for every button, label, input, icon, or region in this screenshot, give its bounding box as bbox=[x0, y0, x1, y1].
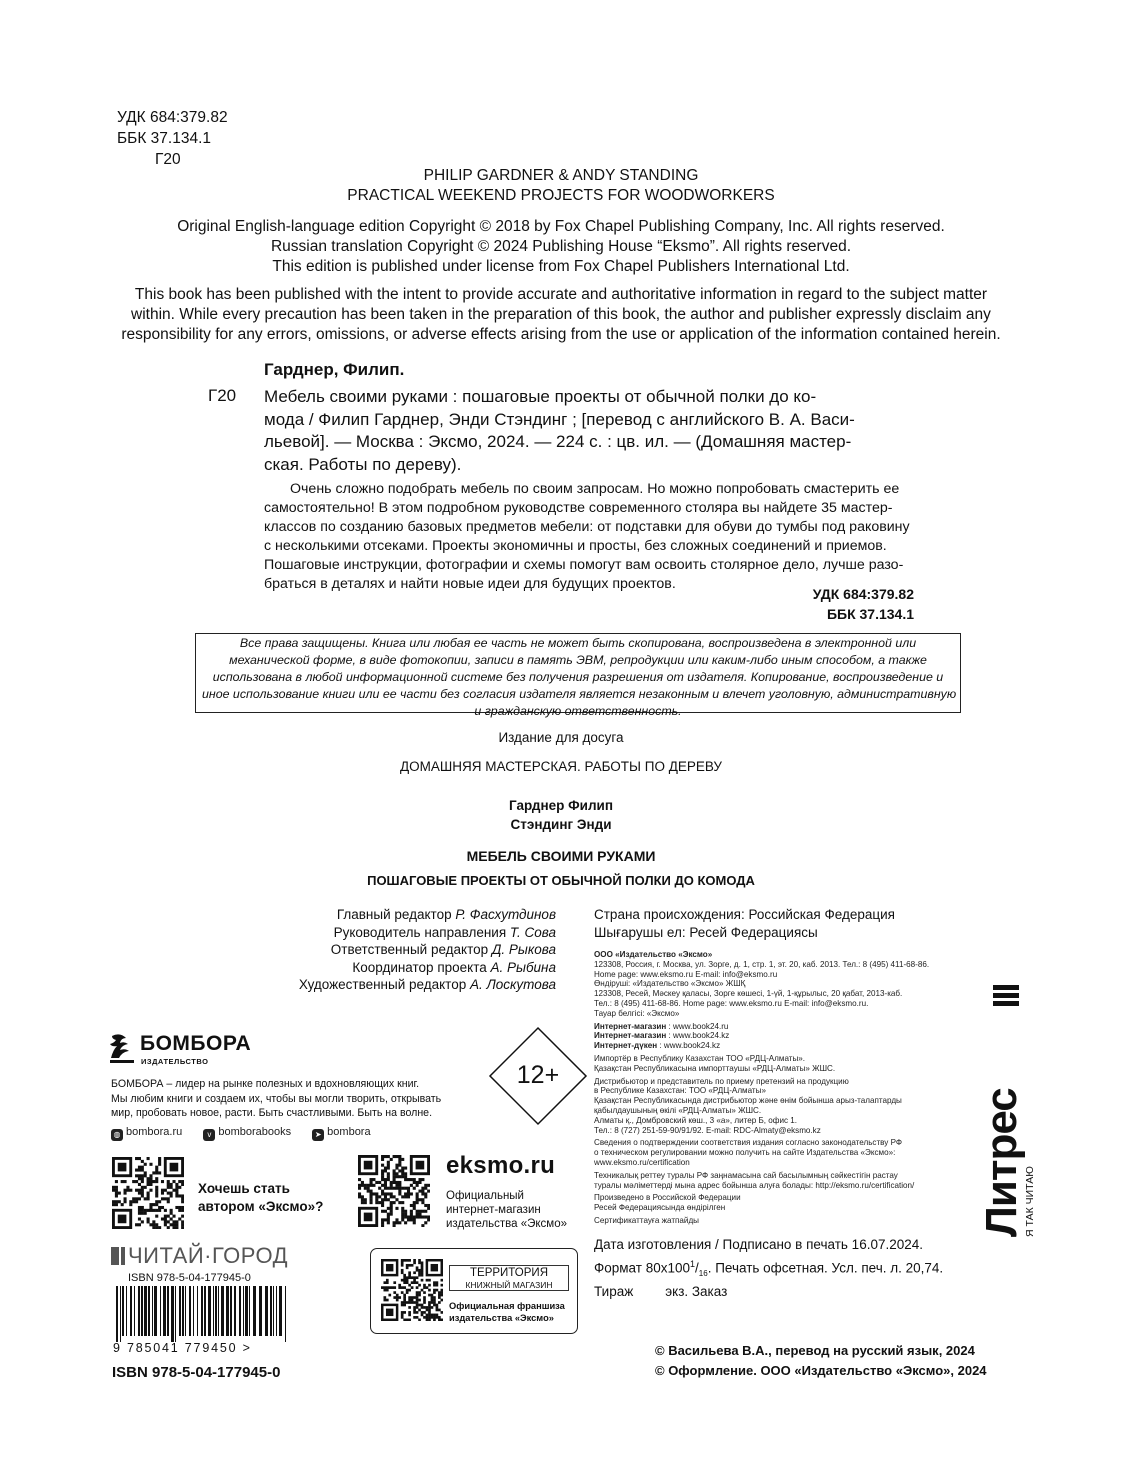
bombora-sub: ИЗДАТЕЛЬСТВО bbox=[141, 1057, 209, 1066]
copyright-line: This edition is published under license from Fox Chapel Publishers International Ltd. bbox=[272, 258, 850, 275]
udk-code: УДК 684:379.82 bbox=[117, 109, 228, 126]
author-prompt-line: автором «Эксмо»? bbox=[198, 1199, 324, 1214]
fine-print-line bbox=[594, 1064, 954, 1074]
eksmo-shop-line: издательства «Эксмо» bbox=[446, 1218, 568, 1230]
original-title-block bbox=[0, 166, 1122, 206]
rights-line: иное использование книги или ее части без согласия издателя является незаконным и влечет уголовную, административную bbox=[202, 687, 957, 701]
disclaimer bbox=[0, 285, 1122, 345]
rights-line: Все права защищены. Книга или любая ее часть не может быть скопирована, воспроизведена в электронной или bbox=[239, 636, 917, 650]
fine-print-bold: Интернет-магазин bbox=[594, 1031, 667, 1041]
author-name: Стэндинг Энди bbox=[510, 817, 612, 832]
litres-wordmark: Литрес bbox=[977, 1088, 1026, 1237]
territory-sub-line: издательства «Эксмо» bbox=[449, 1312, 554, 1323]
series-name: ДОМАШНЯЯ МАСТЕРСКАЯ. РАБОТЫ ПО ДЕРЕВУ bbox=[400, 759, 722, 774]
annotation-line: классов по созданию базовых предметов мебели: от подставки для обуви до тумбы под раковину bbox=[264, 519, 910, 535]
country-of-origin bbox=[594, 906, 895, 942]
chitai-gorod-logo bbox=[111, 1243, 288, 1269]
book-title: МЕБЕЛЬ СВОИМИ РУКАМИ bbox=[466, 848, 656, 864]
print-date: Дата изготовления / Подписано в печать 16.07.2024. bbox=[594, 1237, 923, 1252]
fine-print-text: Қазақстан Республикасында дистрибьютор және өнім бойынша арыз-талаптарды bbox=[594, 1096, 902, 1106]
bombora-line: БОМБОРА – лидер на рынке полезных и вдохновляющих книг. bbox=[111, 1078, 420, 1090]
biblio-record bbox=[264, 386, 944, 476]
annotation-codes bbox=[700, 584, 914, 624]
fine-print-line bbox=[594, 1138, 954, 1148]
fine-print-line bbox=[594, 989, 954, 999]
original-title: PRACTICAL WEEKEND PROJECTS FOR WOODWORKERS bbox=[347, 187, 775, 204]
social-vk[interactable] bbox=[203, 1126, 291, 1138]
territory-sub-line: Официальная франшиза bbox=[449, 1301, 565, 1311]
fine-print-line bbox=[594, 1054, 954, 1064]
author-prompt-line: Хочешь стать bbox=[198, 1181, 290, 1196]
fine-print-line bbox=[594, 1106, 954, 1116]
biblio-line: мода / Филип Гарднер, Энди Стэндинг ; [перевод с английского В. А. Васи- bbox=[264, 409, 855, 429]
vk-icon: v bbox=[203, 1129, 215, 1141]
fine-print-text: Тел.: 8 (495) 411-68-86. Home page: www.eksmo.ru E-mail: info@eksmo.ru. bbox=[594, 998, 869, 1008]
fine-print-text: Сертификаттауға жатпайды bbox=[594, 1215, 699, 1225]
fine-print-text: туралы мәліметтерді мына адрес бойынша алуға болады: http://eksmo.ru/certification/ bbox=[594, 1180, 915, 1190]
print-info bbox=[594, 1236, 943, 1302]
original-authors: PHILIP GARDNER & ANDY STANDING bbox=[423, 167, 699, 184]
fine-print-line bbox=[594, 1041, 954, 1051]
rights-line: использована в любой информационной системе без получения разрешения от издателя. Копирование, воспроизведение и bbox=[212, 670, 944, 684]
fine-print-text: Техникалық реттеу туралы РФ заңнамасына сай басылымның сәйкестігін растау bbox=[594, 1170, 898, 1180]
chitai-bar-icon bbox=[121, 1247, 125, 1265]
fine-print-line bbox=[594, 1193, 954, 1203]
author-qr-code bbox=[112, 1157, 184, 1229]
fine-print-line bbox=[594, 1203, 954, 1213]
credit-role: Главный редактор bbox=[336, 907, 456, 922]
litres-slogan: Я ТАК ЧИТАЮ bbox=[1024, 1166, 1036, 1237]
format-suffix: . Печать офсетная. Усл. печ. л. 20,74. bbox=[707, 1260, 944, 1275]
fine-print-text: Тел.: 8 (727) 251-59-90/91/92. E-mail: RDC-Almaty@eksmo.kz bbox=[594, 1125, 821, 1135]
rights-line: и гражданскую ответственность. bbox=[474, 704, 682, 718]
fine-print-line bbox=[594, 1148, 954, 1158]
book-subtitle: ПОШАГОВЫЕ ПРОЕКТЫ ОТ ОБЫЧНОЙ ПОЛКИ ДО КОМОДА bbox=[367, 873, 755, 888]
author-prompt bbox=[198, 1180, 323, 1216]
library-codes bbox=[117, 107, 228, 170]
biblio-line: ская. Работы по дереву). bbox=[264, 454, 462, 474]
territory-logo bbox=[449, 1265, 569, 1291]
social-label: bombora.ru bbox=[126, 1126, 183, 1138]
annotation-line: браться в деталях и найти новые идеи для будущих проектов. bbox=[264, 576, 676, 592]
annotation-line: Пошаговые инструкции, фотографии и схемы помогут вам освоить столярное дело, лучше разо- bbox=[264, 557, 904, 573]
territory-sub bbox=[449, 1301, 565, 1324]
isbn-bottom: ISBN 978-5-04-177945-0 bbox=[112, 1364, 281, 1381]
territory-qr-code bbox=[381, 1259, 443, 1321]
copyright-line: Original English-language edition Copyright © 2018 by Fox Chapel Publishing Company, Inc. All rights reserved. bbox=[177, 218, 945, 235]
eksmo-site: eksmo.ru bbox=[446, 1152, 556, 1179]
litres-bar-icon bbox=[993, 993, 1019, 998]
country-kz: Шығарушы ел: Ресей Федерациясы bbox=[594, 925, 818, 940]
credit-line bbox=[270, 976, 556, 994]
litres-logo bbox=[977, 985, 1044, 1253]
credit-name: Д. Рыкова bbox=[491, 942, 556, 957]
chitai-bar-icon bbox=[111, 1247, 119, 1265]
fine-print-text: 123308, Россия, г. Москва, ул. Зорге, д. 1, стр. 1, эт. 20, каб. 2013. Тел.: 8 (495) 411-68-86. bbox=[594, 959, 930, 969]
credit-role: Координатор проекта bbox=[352, 959, 491, 975]
copyright-design: © Оформление. ООО «Издательство «Эксмо», 2024 bbox=[655, 1363, 987, 1378]
biblio-author: Гарднер, Филип. bbox=[264, 360, 405, 379]
credit-role: Руководитель направления bbox=[333, 924, 510, 940]
bbk-code: ББК 37.134.1 bbox=[117, 130, 212, 147]
bombora-line: мир, пробовать новое, расти. Быть счастливыми. Быть на волне. bbox=[111, 1107, 433, 1119]
eksmo-shop-line: Официальный bbox=[446, 1190, 524, 1202]
fine-print-text: Произведено в Российской Федерации bbox=[594, 1193, 741, 1203]
fine-print-line bbox=[594, 950, 954, 960]
fine-print-bold: Интернет-магазин bbox=[594, 1021, 667, 1031]
bombora-wordmark: БОМБОРА bbox=[140, 1032, 252, 1055]
fine-print-text: Тауар белгісі: «Эксмо» bbox=[594, 1008, 680, 1018]
fine-print-text: : www.book24.kz bbox=[657, 1041, 721, 1051]
disclaimer-line: responsibility for any errors, omissions, or adverse effects arising from the use or application of the information contained herein. bbox=[121, 326, 1001, 343]
globe-icon: ◍ bbox=[111, 1129, 123, 1141]
format-fraction-numerator: 1 bbox=[690, 1258, 696, 1269]
social-telegram[interactable] bbox=[312, 1126, 370, 1138]
credit-name: А. Лоскутова bbox=[469, 977, 556, 992]
credit-line bbox=[270, 924, 556, 942]
fine-print-line bbox=[594, 1181, 954, 1191]
copyright-line: Russian translation Copyright © 2024 Publishing House “Eksmo”. All rights reserved. bbox=[270, 238, 852, 255]
eksmo-qr-code bbox=[358, 1155, 430, 1227]
fine-print-text: Өндіруші: «Издательство «Эксмо» ЖШҚ bbox=[594, 979, 746, 989]
credit-name: А. Рыбина bbox=[490, 959, 556, 975]
barcode-digits: 9 785041 779450 > bbox=[113, 1341, 252, 1355]
fine-print-text: : www.book24.ru bbox=[666, 1021, 729, 1031]
eksmo-shop-line: интернет-магазин bbox=[446, 1204, 541, 1216]
isbn-barcode bbox=[114, 1286, 290, 1342]
bombora-line: Мы любим книги и создаем их, чтобы вы могли творить, открывать bbox=[111, 1092, 442, 1105]
biblio-line: Мебель своими руками : пошаговые проекты от обычной полки до ко- bbox=[264, 387, 817, 406]
fine-print-line bbox=[594, 1096, 954, 1106]
udk-code: УДК 684:379.82 bbox=[812, 586, 914, 602]
format-prefix: Формат 80x100 bbox=[594, 1260, 690, 1275]
chitai-gorod-label: ЧИТАЙ·ГОРОД bbox=[128, 1243, 289, 1268]
credit-line bbox=[270, 959, 556, 977]
credit-line bbox=[270, 941, 556, 959]
social-site[interactable] bbox=[111, 1126, 182, 1138]
credit-line bbox=[270, 906, 556, 924]
fine-print-text: қабылдаушының өкілі «РДЦ-Алматы» ЖШС. bbox=[594, 1105, 762, 1115]
disclaimer-line: This book has been published with the intent to provide accurate and authoritative information in regard to the subject matter bbox=[134, 286, 988, 303]
fine-print-text: Импортёр в Республику Казахстан ТОО «РДЦ-Алматы». bbox=[594, 1053, 806, 1063]
fine-print-text: Сведения о подтверждении соответствия издания согласно законодательству РФ bbox=[594, 1138, 903, 1148]
rights-notice bbox=[195, 633, 961, 718]
telegram-icon: ➤ bbox=[312, 1129, 324, 1141]
fine-print-line bbox=[594, 1022, 954, 1032]
biblio-code: Г20 bbox=[208, 386, 237, 405]
fine-print-line bbox=[594, 1116, 954, 1126]
credit-role: Художественный редактор bbox=[298, 977, 470, 992]
author-name: Гарднер Филип bbox=[509, 798, 613, 813]
fine-print-text: Алматы қ., Домбровский көш., 3 «а», литер Б, офис 1. bbox=[594, 1115, 798, 1125]
eksmo-shop-text bbox=[446, 1189, 567, 1231]
disclaimer-line: within. While every precaution has been taken in the preparation of this book, the author and publisher expressly disclaim any bbox=[131, 306, 991, 323]
fine-print-line bbox=[594, 1126, 954, 1136]
fine-print-line bbox=[594, 1086, 954, 1096]
fine-print-bold: ООО «Издательство «Эксмо» bbox=[594, 950, 713, 959]
annotation-line: самостоятельно! В этом подробном руководстве современного столяра вы найдете 35 мастер- bbox=[264, 500, 893, 516]
authors-block bbox=[0, 796, 1122, 834]
original-copyright bbox=[0, 217, 1122, 277]
bombora-logo bbox=[108, 1030, 252, 1075]
fine-print-line bbox=[594, 1171, 954, 1181]
edition-type: Издание для досуга bbox=[498, 730, 624, 745]
age-rating bbox=[488, 1026, 588, 1126]
fine-print-line bbox=[594, 999, 954, 1009]
format-fraction-denominator: 16 bbox=[698, 1268, 708, 1278]
fine-print-line bbox=[594, 970, 954, 980]
credit-name: Т. Сова bbox=[509, 924, 556, 940]
order-label: экз. Заказ bbox=[665, 1284, 728, 1300]
fine-print-text: Қазақстан Республикасына импорттаушы «РДЦ-Алматы» ЖШС. bbox=[594, 1063, 836, 1073]
fine-print-text: Home page: www.eksmo.ru E-mail: info@eksmo.ru bbox=[594, 969, 778, 979]
fine-print-line bbox=[594, 979, 954, 989]
fine-print-line bbox=[594, 1216, 954, 1226]
fine-print-text: : www.book24.kz bbox=[666, 1031, 730, 1041]
annotation bbox=[264, 480, 944, 594]
isbn-top: ISBN 978-5-04-177945-0 bbox=[128, 1272, 251, 1284]
litres-bar-icon bbox=[993, 1001, 1019, 1006]
run-label: Тираж bbox=[594, 1284, 634, 1300]
bombora-description bbox=[111, 1077, 471, 1121]
rights-line: механической форме, в виде фотокопии, записи в память ЭВМ, репродукции или каким-либо иным способом, а также bbox=[229, 653, 927, 667]
credit-name: Р. Фасхутдинов bbox=[455, 907, 556, 922]
fine-print-line bbox=[594, 1158, 954, 1168]
territory-tagline: КНИЖНЫЙ МАГАЗИН bbox=[465, 1280, 553, 1290]
author-mark: Г20 bbox=[155, 151, 181, 168]
fine-print-text: 123308, Ресей, Мәскеу қаласы, Зорге көшесі, 1-үй, 1-құрылыс, 20 қабат, 2013-каб. bbox=[594, 989, 903, 999]
fine-print-line bbox=[594, 960, 954, 970]
biblio-line: льевой]. — Москва : Эксмо, 2024. — 224 с. : цв. ил. — (Домашняя мастер- bbox=[264, 432, 852, 451]
annotation-line: с несколькими отсеками. Проекты экономичны и просты, без сложных соединений и приемов. bbox=[264, 538, 887, 554]
fine-print-line bbox=[594, 1009, 954, 1019]
copyright-translation: © Васильева В.А., перевод на русский язык, 2024 bbox=[655, 1343, 975, 1358]
fine-print-text: о техническом регулировании можно получить на сайте Издательства «Эксмо»: bbox=[594, 1148, 896, 1158]
age-rating-label: 12+ bbox=[516, 1061, 560, 1089]
fine-print-line bbox=[594, 1077, 954, 1087]
copyright-notices bbox=[655, 1341, 987, 1381]
fine-print-text: в Республике Казахстан: ТОО «РДЦ-Алматы» bbox=[594, 1086, 766, 1096]
credit-role: Ответственный редактор bbox=[330, 942, 492, 957]
social-label: bomborabooks bbox=[218, 1126, 292, 1138]
fine-print-text: www.eksmo.ru/certification bbox=[594, 1157, 690, 1167]
print-run bbox=[594, 1283, 943, 1302]
fine-print-text: Ресей Федерациясында өндірілген bbox=[594, 1203, 726, 1213]
annotation-line: Очень сложно подобрать мебель по своим запросам. Но можно попробовать смастерить ее bbox=[290, 481, 900, 497]
fine-print-bold: Интернет-дүкен bbox=[594, 1041, 658, 1051]
litres-bar-icon bbox=[993, 985, 1019, 990]
publisher-fine-print bbox=[594, 950, 954, 1226]
fine-print-line bbox=[594, 1031, 954, 1041]
social-label: bombora bbox=[327, 1126, 371, 1138]
bombora-socials bbox=[111, 1126, 389, 1141]
print-format: Формат $80x100^1/_{16}$. Печать офсетная. Усл. печ. л. 20,74. bbox=[594, 1258, 944, 1278]
fine-print-text: Дистрибьютор и представитель по приему претензий на продукцию bbox=[594, 1076, 849, 1086]
bbk-code: ББК 37.134.1 bbox=[826, 606, 914, 622]
credits bbox=[270, 906, 556, 994]
country-ru: Страна происхождения: Российская Федерация bbox=[594, 907, 895, 922]
territory-name: ТЕРРИТОРИЯ bbox=[470, 1267, 548, 1279]
